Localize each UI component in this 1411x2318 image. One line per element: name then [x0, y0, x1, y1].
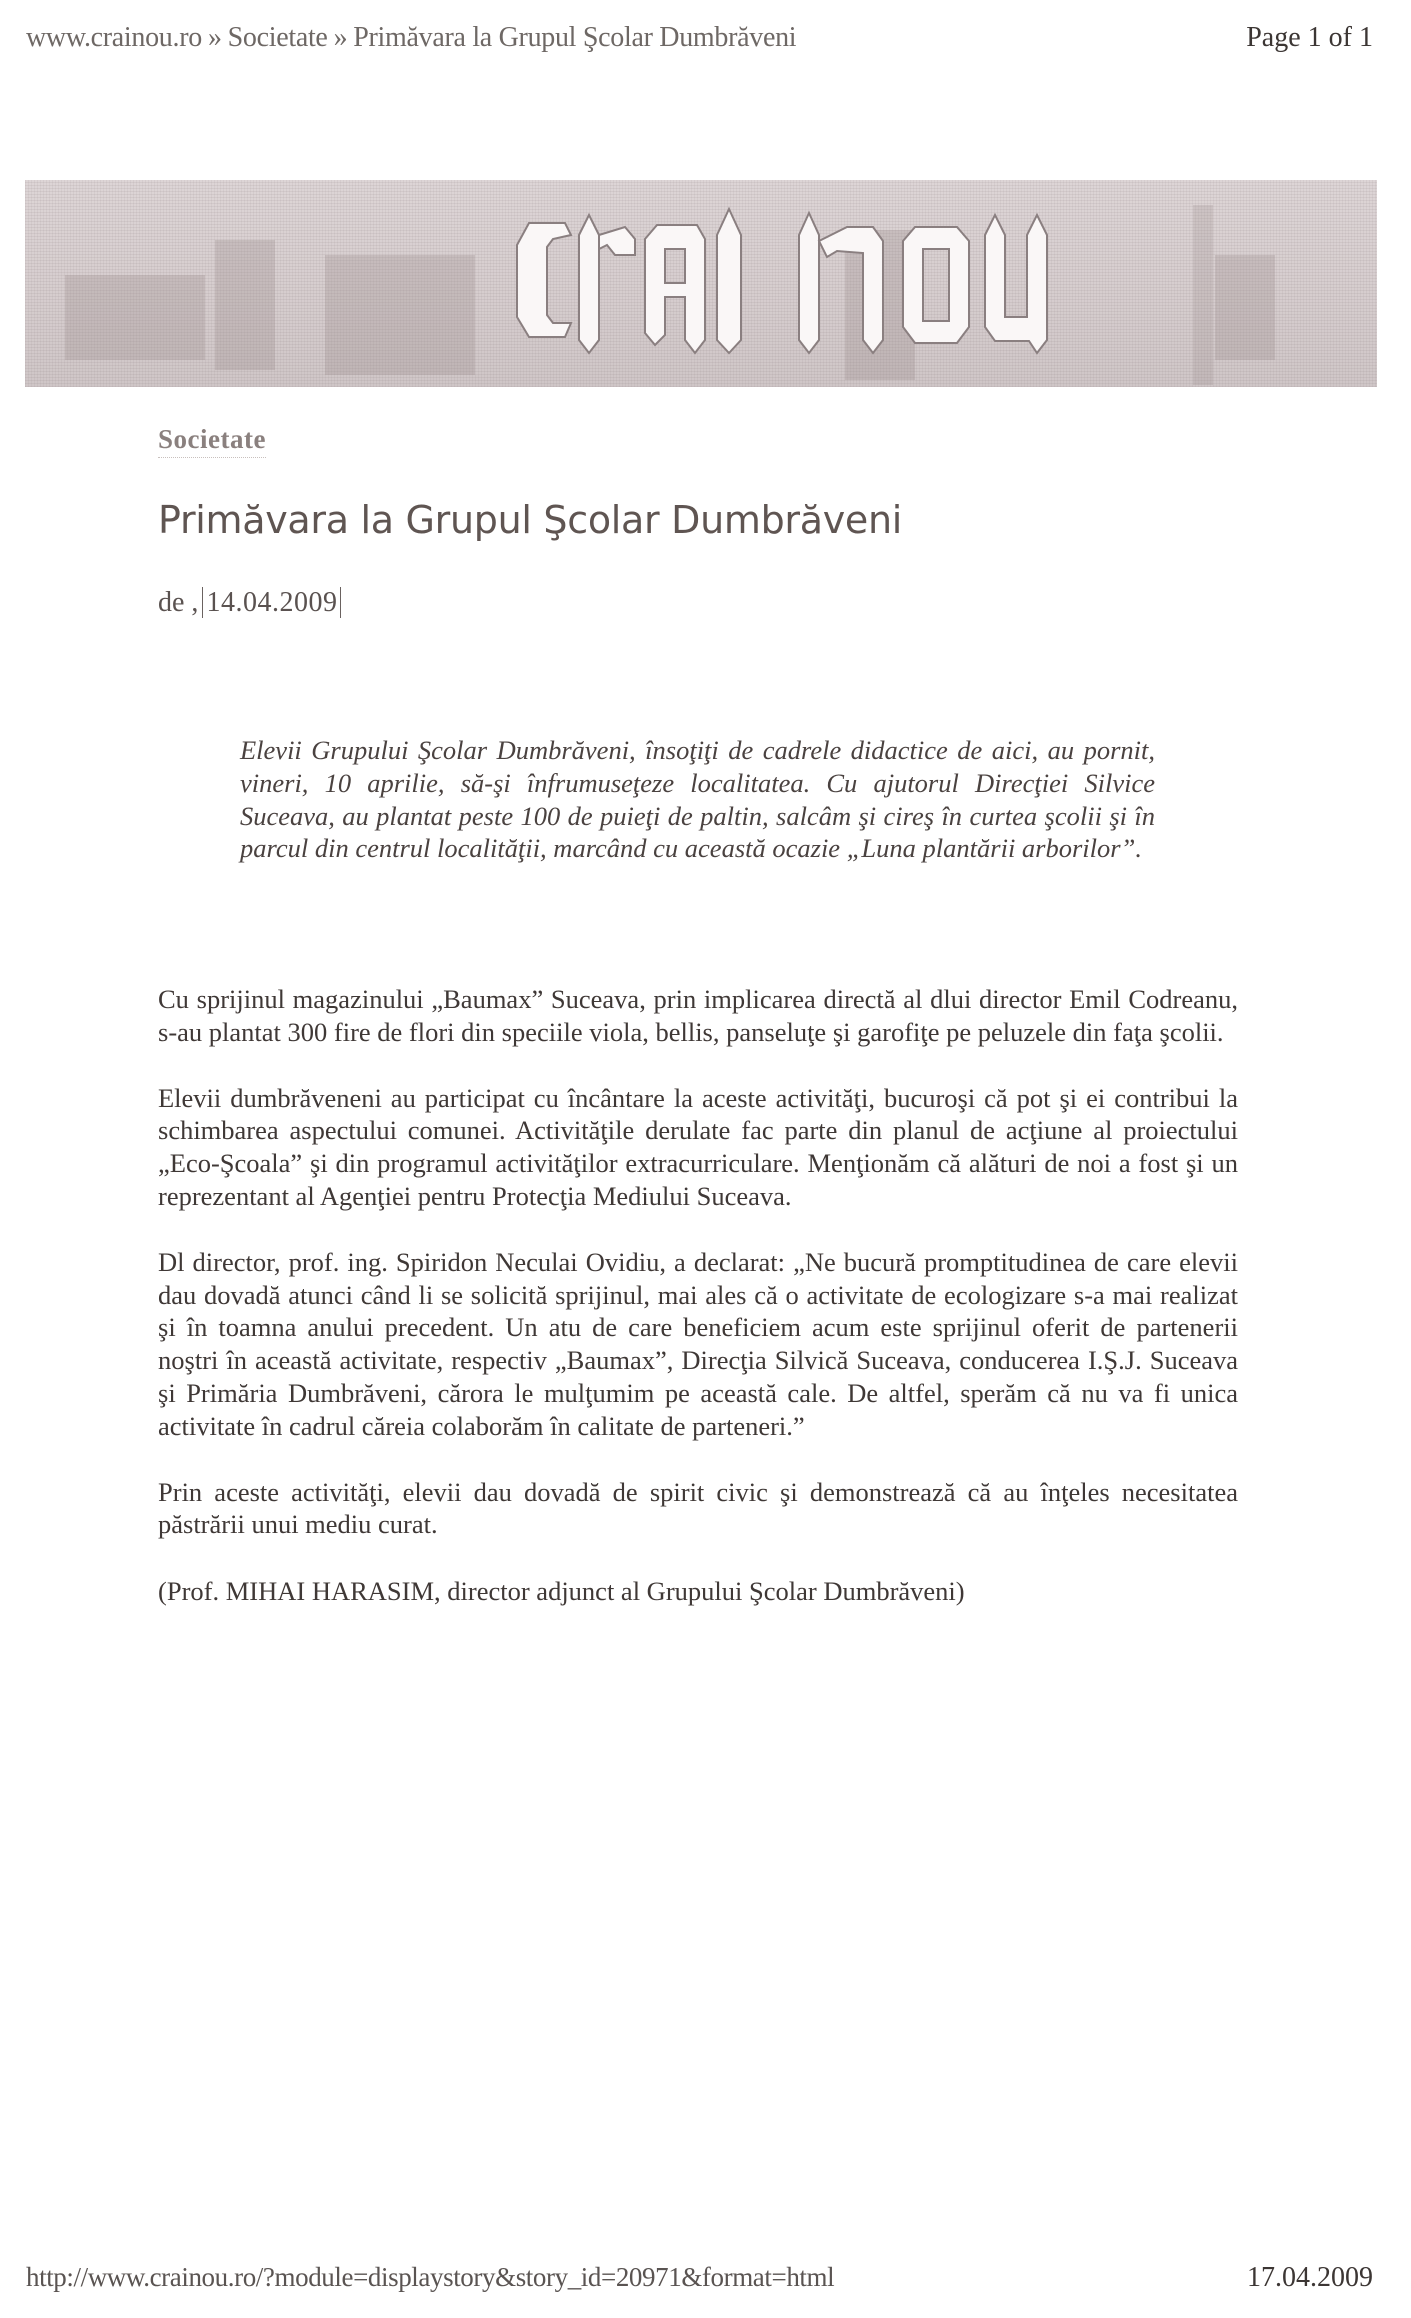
cityscape-shape [1215, 255, 1275, 360]
cityscape-shape [215, 240, 275, 370]
cityscape-shape [325, 255, 475, 375]
print-footer [26, 2262, 1373, 2298]
print-header [26, 22, 1373, 62]
article-paragraph: Dl director, prof. ing. Spiridon Neculai Ovidiu, a declarat: „Ne bucură promptitudinea de care elevii dau dovadă atunci când li se solicită sprijinul, mai ales că o activitate de ecologizare s-a mai realizat şi în toamna anului precedent. Un atu de care beneficiem acum este sprijinul oferit de partenerii noştri în această activitate, respectiv „Baumax”, Direcţia Silvică Suceava, conducerea I.Ş.J. Suceava şi Primăria Dumbrăveni, cărora le mulţumim pe această cale. De altfel, sperăm că nu va fi unica activitate în cadrul căreia colaborăm în calitate de parteneri.” [158, 1246, 1238, 1441]
byline-author-prefix: de , [158, 587, 199, 618]
article-paragraph: Prin aceste activităţi, elevii dau dovadă de spirit civic şi demonstrează că au înţeles necesitatea păstrării unui mediu curat. [158, 1476, 1238, 1540]
breadcrumb-separator: » [333, 22, 348, 53]
page-indicator: Page 1 of 1 [1246, 22, 1373, 53]
article-body [158, 983, 1238, 1641]
breadcrumb-section-link[interactable]: Societate [227, 22, 328, 53]
section-label[interactable]: Societate [158, 424, 266, 458]
breadcrumb-current: Primăvara la Grupul Şcolar Dumbrăveni [353, 22, 797, 53]
byline [158, 587, 341, 619]
print-date: 17.04.2009 [1247, 2262, 1373, 2293]
breadcrumb-separator: » [207, 22, 222, 53]
article-paragraph: Elevii dumbrăveneni au participat cu încântare la aceste activităţi, bucuroşi că pot şi ei contribui la schimbarea aspectului comunei. Activităţile derulate fac parte din planul de acţiune al proiectului „Eco-Şcoala” şi din programul activităţilor extracurriculare. Menţionăm că alături de noi a fost şi un reprezentant al Agenţiei pentru Protecţia Mediului Suceava. [158, 1082, 1238, 1211]
breadcrumb [26, 22, 796, 54]
article-lead: Elevii Grupului Şcolar Dumbrăveni, însoţiţi de cadrele didactice de aici, au pornit, vineri, 10 aprilie, să-şi înfrumuseţeze localitatea. Cu ajutorul Direcţiei Silvice Suceava, au plantat peste 100 de puieţi de paltin, salcâm şi cireş în curtea şcolii şi în parcul din centrul localităţii, marcând cu această ocazie „Luna plantării arborilor”. [240, 735, 1155, 864]
masthead-logo [507, 215, 1197, 355]
cityscape-shape [65, 275, 205, 360]
publish-date: 14.04.2009 [202, 587, 341, 618]
crai-nou-logo-art [507, 205, 1197, 355]
article-signature: (Prof. MIHAI HARASIM, director adjunct al Grupului Şcolar Dumbrăveni) [158, 1576, 965, 1607]
breadcrumb-site-link[interactable]: www.crainou.ro [26, 22, 202, 53]
article-title: Primăvara la Grupul Şcolar Dumbrăveni [158, 498, 903, 542]
source-url[interactable]: http://www.crainou.ro/?module=displaystory&story_id=20971&format=html [26, 2262, 835, 2292]
masthead-banner[interactable] [25, 180, 1377, 387]
article-paragraph: Cu sprijinul magazinului „Baumax” Suceava, prin implicarea directă al dlui director Emil Codreanu, s-au plantat 300 fire de flori din speciile viola, bellis, panseluţe şi garofiţe pe peluzele din faţa şcolii. [158, 984, 1238, 1047]
